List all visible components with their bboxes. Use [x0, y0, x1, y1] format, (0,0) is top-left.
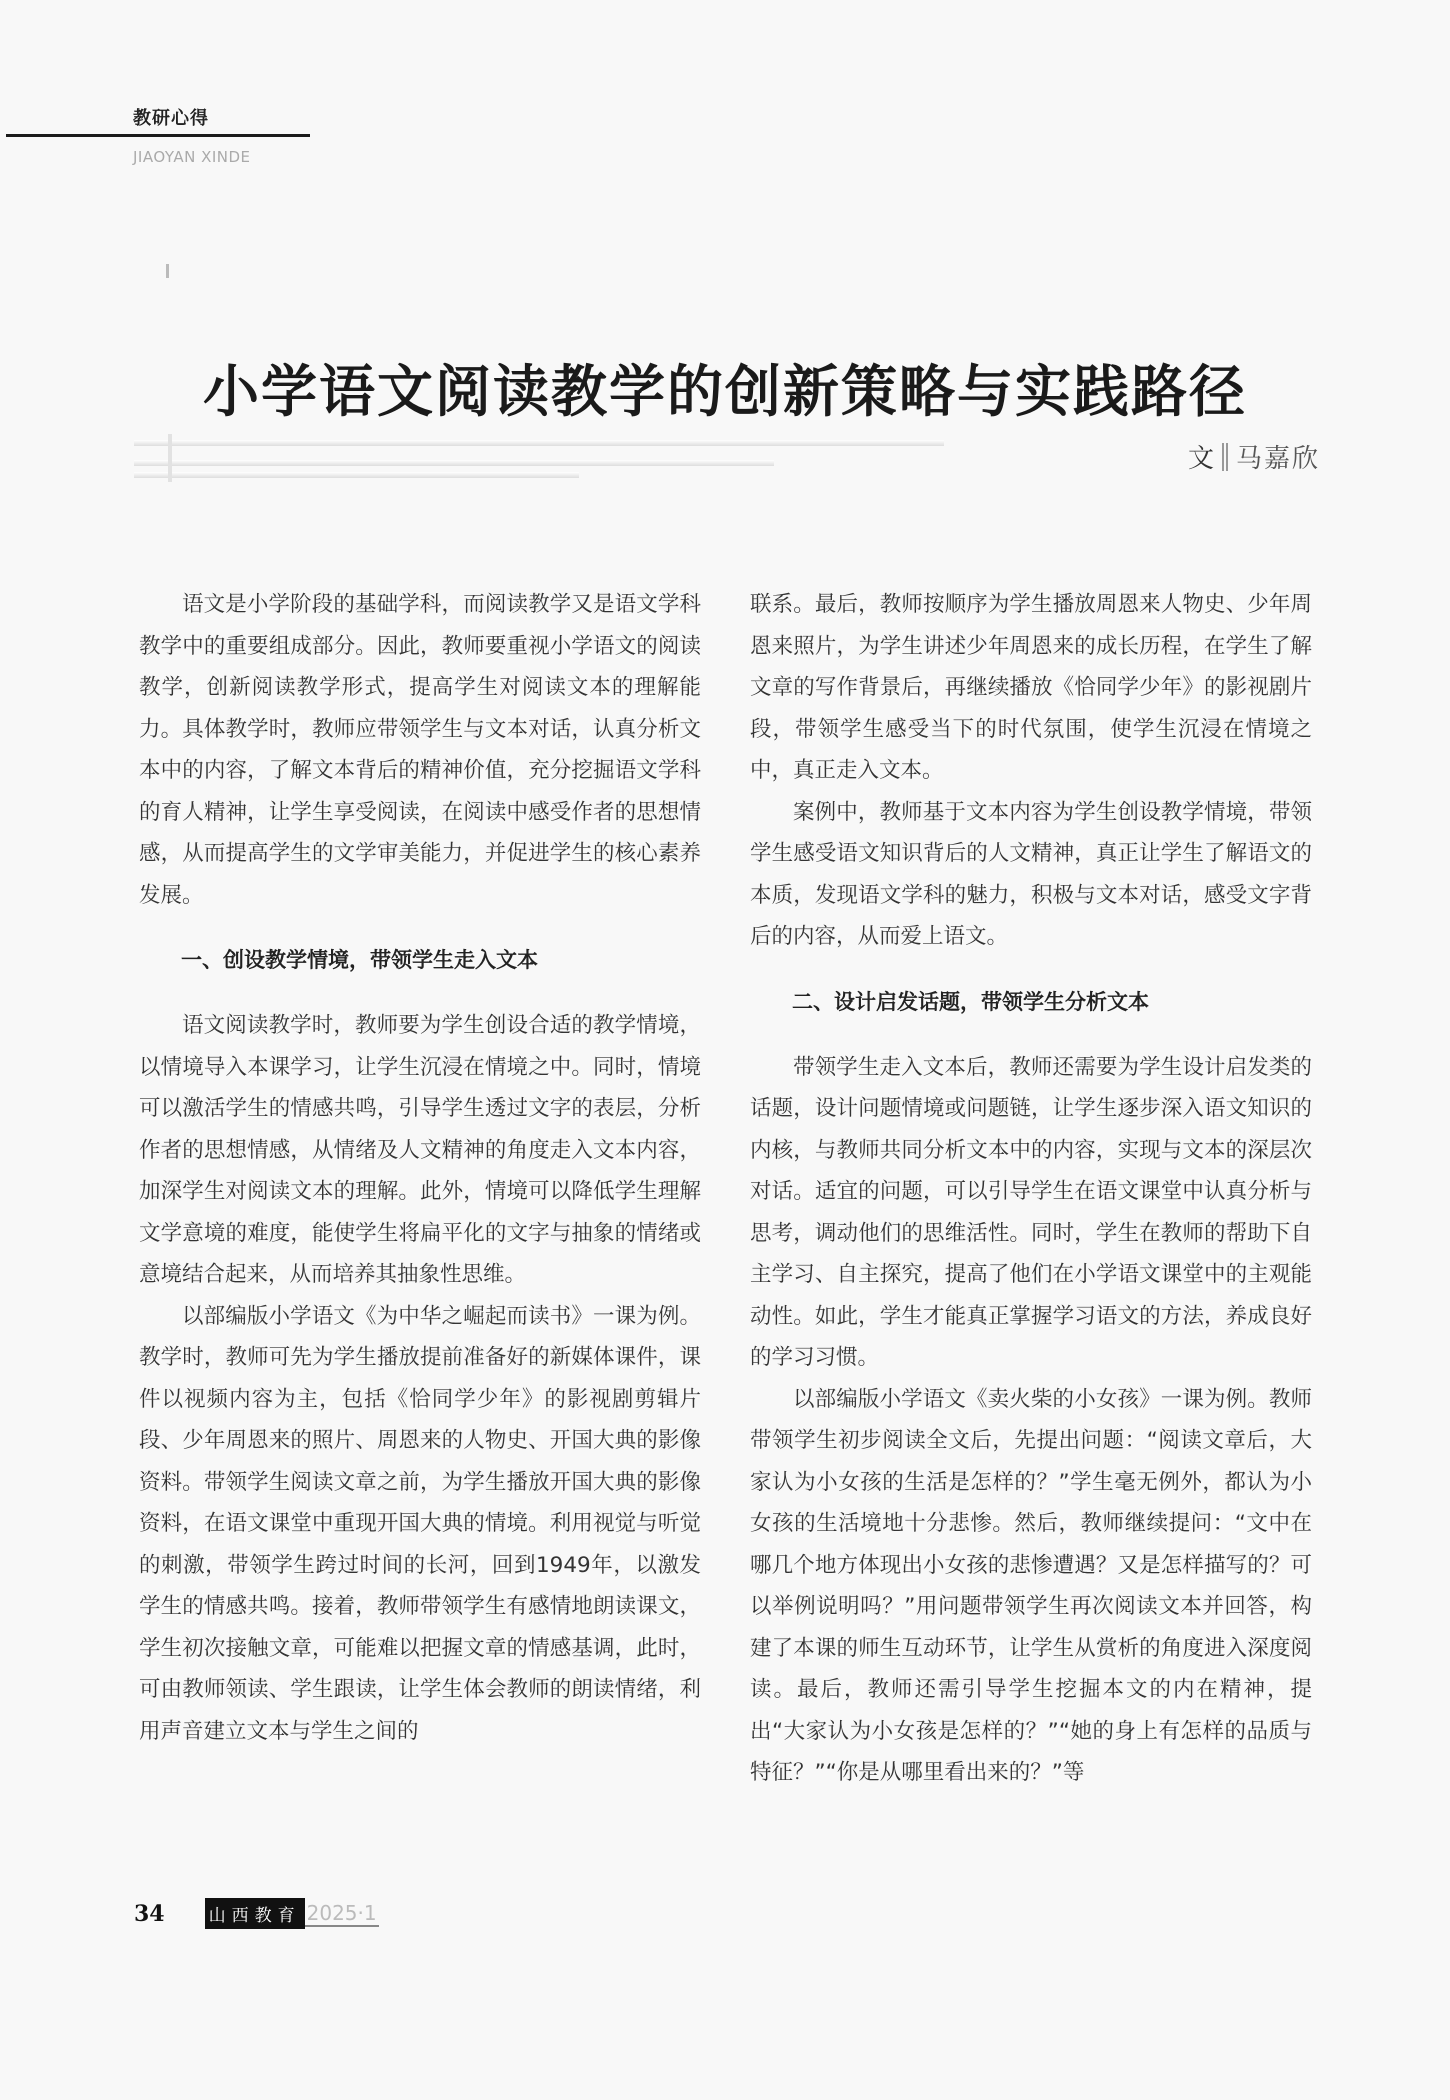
- byline-prefix: 文: [1187, 444, 1214, 474]
- intro-paragraph: 语文是小学阶段的基础学科，而阅读教学又是语文学科教学中的重要组成部分。因此，教师要重视小学语文的阅读教学，创新阅读教学形式，提高学生对阅读文本的理解能力。具体教学时，教师应带领学生与文本对话，认真分析文本中的内容，了解文本背后的精神价值，充分挖掘语文学科的育人精神，让学生享受阅读，在阅读中感受作者的思想情感，从而提高学生的文学审美能力，并促进学生的核心素养发展。: [139, 592, 701, 908]
- right-column: [750, 584, 1312, 1794]
- deco-line-1: [134, 440, 944, 446]
- paragraph: 以部编版小学语文《为中华之崛起而读书》一课为例。教学时，教师可先为学生播放提前准备好的新媒体课件，课件以视频内容为主，包括《恰同学少年》的影视剧剪辑片段、少年周恩来的照片、周恩来的人物史、开国大典的影像资料。带领学生阅读文章之前，为学生播放开国大典的影像资料，在语文课堂中重现开国大典的情境。利用视觉与听觉的刺激，带领学生跨过时间的长河，回到1949年，以激发学生的情感共鸣。接着，教师带领学生有感情地朗读课文，学生初次接触文章，可能难以把握文章的情感基调，此时，可由教师领读、学生跟读，让学生体会教师的朗读情绪，利用声音建立文本与学生之间的: [139, 1303, 701, 1744]
- byline-divider: [1222, 443, 1228, 471]
- section-pinyin: JIAOYAN XINDE: [133, 148, 251, 166]
- journal-logo: 山西教育: [205, 1898, 305, 1929]
- section-heading-2: 二、设计启发话题，带领学生分析文本: [792, 989, 1149, 1014]
- paragraph: 带领学生走入文本后，教师还需要为学生设计启发类的话题，设计问题情境或问题链，让学生逐步深入语文知识的内核，与教师共同分析文本中的内容，实现与文本的深层次对话。适宜的问题，可以引导学生在语文课堂中认真分析与思考，调动他们的思维活性。同时，学生在教师的帮助下自主学习、自主探究，提高了他们在小学语文课堂中的主观能动性。如此，学生才能真正掌握学习语文的方法，养成良好的学习习惯。: [750, 1054, 1312, 1370]
- deco-line-2: [134, 460, 774, 466]
- article-title: 小学语文阅读教学的创新策略与实践路径: [203, 359, 1247, 425]
- paragraph: 语文阅读教学时，教师要为学生创设合适的教学情境，以情境导入本课学习，让学生沉浸在情境之中。同时，情境可以激活学生的情感共鸣，引导学生透过文字的表层，分析作者的思想情感，从情绪及人文精神的角度走入文本内容，加深学生对阅读文本的理解。此外，情境可以降低学生理解文学意境的难度，能使学生将扁平化的文字与抽象的情绪或意境结合起来，从而培养其抽象性思维。: [139, 1013, 701, 1287]
- journal-issue: 2025·1: [306, 1900, 377, 1925]
- tick-mark: [166, 264, 169, 278]
- author-name: 马嘉欣: [1235, 444, 1320, 474]
- section-rule: [6, 134, 310, 137]
- section-heading-1: 一、创设教学情境，带领学生走入文本: [181, 948, 538, 972]
- paragraph: 案例中，教师基于文本内容为学生创设教学情境，带领学生感受语文知识背后的人文精神，真正让学生了解语文的本质，发现语文学科的魅力，积极与文本对话，感受文字背后的内容，从而爱上语文。: [750, 799, 1312, 949]
- paragraph: 以部编版小学语文《卖火柴的小女孩》一课为例。教师带领学生初步阅读全文后，先提出问题：“阅读文章后，大家认为小女孩的生活是怎样的？”学生毫无例外，都认为小女孩的生活境地十分悲惨。然后，教师继续提问：“文中在哪几个地方体现出小女孩的悲惨遭遇？又是怎样描写的？可以举例说明吗？”用问题带领学生再次阅读文本并回答，构建了本课的师生互动环节，让学生从赏析的角度进入深度阅读。最后，教师还需引导学生挖掘本文的内在精神，提出“大家认为小女孩是怎样的？”“她的身上有怎样的品质与特征？”“你是从哪里看出来的？”等: [750, 1386, 1312, 1785]
- deco-line-3: [134, 472, 579, 478]
- byline: [1188, 438, 1320, 475]
- deco-vertical: [168, 434, 172, 482]
- page-footer: [134, 1898, 379, 1929]
- page-number: 34: [134, 1900, 165, 1927]
- section-tag: 教研心得: [133, 108, 209, 129]
- paragraph-continued: 联系。最后，教师按顺序为学生播放周恩来人物史、少年周恩来照片，为学生讲述少年周恩来的成长历程，在学生了解文章的写作背景后，再继续播放《恰同学少年》的影视剧片段，带领学生感受当下的时代氛围，使学生沉浸在情境之中，真正走入文本。: [750, 592, 1312, 783]
- left-column: [139, 584, 701, 1752]
